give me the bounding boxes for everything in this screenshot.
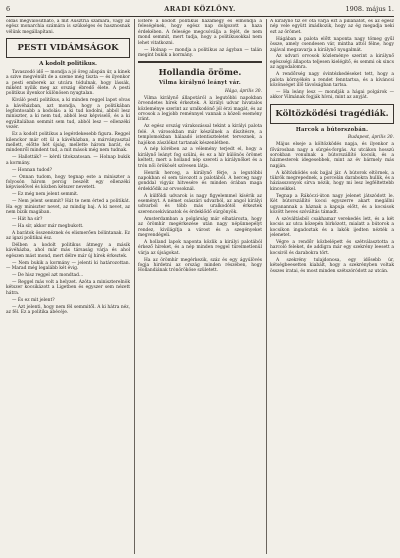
paragraph: — Nem jelent semmit? Hát te nem érted a politikát. Ha egy miniszter nevet, az mindig baj. A ki nevet, az nem bízik magában. (6, 199, 130, 215)
article-body (270, 142, 394, 274)
column-1 (6, 19, 130, 554)
paragraph: Tegnap a Rákóczi-úton nagy jelenet játszódott le. Két bútorszállító kocsi egyszerre akart megállni ugyanannak a háznak a kapuja előtt, és a kocsisok között heves szóváltás támadt. (270, 193, 394, 215)
col3-intro (270, 19, 394, 101)
paragraph: — Nem bukik a kormány — jelenti ki határozottan. — Marad még legalább két évig. (6, 260, 130, 272)
paragraph: Hágában a palota előtt naponta nagy tömeg gyűl össze, amely csendesen vár, mintha attól félne, hogy zajával megzavarja a királynő nyugalmát. (270, 36, 394, 53)
paragraph: Vilma királynő állapotáról a legutóbbi napokban örvendetes hírek érkeztek. A királyi udvar hivatalos közleménye szerint az uralkodónő jól érzi magát, és az orvosok a legjobb reménnyel vannak a közeli esemény iránt. (138, 95, 262, 123)
masthead (6, 4, 394, 17)
col2-intro (138, 19, 262, 58)
paragraph: Az udvari orvosok közleménye szerint a királynő egészségi állapota teljesen kielégítő, és semmi ok sincs az aggodalomra. (270, 54, 394, 71)
article-subhead: A kodolt politikus. (39, 61, 97, 68)
paragraph: A szekrény tulajdonosa, egy idősebb úr, kétségbeesetten kiabált, hogy a szekrényben voltak összes iratai, és most minden szétszóródott az utcán. (270, 257, 394, 274)
article-header (6, 38, 130, 58)
page-number: 6 (6, 5, 11, 13)
paragraph: Ha az örömhír megérkezik, száz és egy ágyúlövés fogja hirdetni az ország minden részében, hogy Hollandiának trónörököse született. (138, 257, 262, 274)
paragraph: Amsterdamban a polgárság már elhatározta, hogy az örömhír megérkezése után nagy népünnepélyt rendez, kivilágítja a várost és a szegényeket megvendégeli. (138, 216, 262, 238)
paragraph: A barátok összenéznek és elismerően bólintanak. Ez az igazi politikai ész. (6, 230, 130, 242)
newspaper-page (6, 4, 394, 554)
paragraph: A szóváltásból csakhamar verekedés lett, és a két kocsis az utca közepén birkózott, mialatt a bútorok a kocsikon ingadoztak és a lakók ijedten nézték a jelenetet. (270, 216, 394, 239)
column-rule (266, 19, 267, 554)
paragraph: Henrik herceg, a királynő férje, a legutóbbi napokban el sem távozott a palotából. A herceg nagy gonddal vigyáz hitvesére és minden órában maga érdeklődik az orvosoknál. (138, 170, 262, 192)
paragraph: A rendőrség nagy óvintézkedéseket tett, hogy a palota környékén a rendet fenntartsa, és a kíváncsi közönséget illő távolságban tartsa. (270, 72, 394, 88)
issue-date: 1908. május 1. (345, 5, 394, 13)
article-body (6, 70, 130, 316)
paragraph: Tavaszodó idő — mondja a jó öreg alispán úr, a kinek a szive megvénült de a szeme még tiszta — és ilyenkor a pesti emberek az utcára tódulnak, hogy lássák, miként nyílik meg az ország ébredő élete. A pesti politikus ilyenkor különösen nyugtalan. (6, 69, 130, 97)
paragraph: — De hisz reggel azt mondtad... (12, 273, 84, 279)
column-2 (138, 19, 262, 554)
paragraph: A királynő tíz év óta várja ezt a pillanatot, és az egész nép vele együtt imádkozik, hogy az ég megadja neki ezt az örömet. (270, 19, 394, 35)
paragraph: — Reggel más volt a helyzet. Azóta a miniszterelnök kétszer kocsikázott a Ligetben és egyszer sem nézett hátra. (6, 279, 130, 296)
dateline: Budapest, április 30. (347, 135, 394, 141)
article-header (270, 104, 394, 124)
article-headline: Hollandia öröme. (158, 68, 242, 79)
paragraph: Kiváló pesti politikus, a ki minden reggel lapot olvas a kávéházban, azt mondja, hogy a politikában legfontosabb a kodolás: a ki tud kodolni, abból lesz miniszter, a ki nem tud, abból lesz képviselő, és a ki egyáltalában semmit sem tud, abból lesz — ellenzéki vezér. (6, 98, 130, 131)
col1-intro (6, 19, 130, 35)
article-body (138, 96, 262, 274)
paragraph: Délben a kodolt politikus átmegy a másik kávéházba, ahol már más társaság várja és ahol egészen mást mond, mert délre már új hírek érkeztek. (6, 243, 130, 259)
paragraph: A költözködés sok bajjal jár. A bútorok eltörnek, a tükrök megrepednek, a porcelán darabokra hullik, és a háziasszonyok sírva nézik, hogy mi lesz legféltettebb kincseikkel. (270, 170, 394, 192)
paragraph: A holland lapok naponta közlik a királyi palotából érkező híreket, és a nép minden reggel türelmetlenül várja az újságokat. (138, 239, 262, 256)
article-subhead: Vilma királynő leányt vár. (158, 80, 242, 87)
paragraph: — És ez mit jelent? (12, 297, 55, 303)
paragraph: Az egész ország várakozással tekint a királyi palota felé. A városokban már készülnek a díszítésre, a templomokban hálaadó istentiszteletet terveznek, a hajókon zászlókat tartanak készenlétben. (138, 124, 262, 146)
column-rule (134, 19, 135, 554)
paragraph: — Hallották? — kérdi titokzatosan. — Holnap bukik a kormány. (6, 155, 130, 166)
article-subhead: Harcok a bútorszobán. (295, 126, 369, 133)
column-3 (270, 19, 394, 554)
paragraph: — Hát ha sír? (12, 216, 43, 222)
paragraph: Estére a kodolt politikus hazamegy és elmondja a feleségének, hogy egész nap dolgozott a haza érdekében. A felesége megcsóválja a fejét, de nem mond semmit, mert tudja, hogy a politikusokkal nem lehet vitatkozni. (138, 19, 262, 46)
paragraph: — Honnan tudod? (12, 167, 52, 173)
paragraph: oldás megvalósítható, a mit Ausztria számára, vagy az egész monarchia számára is szükséges és hasznosnak vélünk megállapítani. (6, 19, 130, 35)
paragraph: — Holnap — mondja a politikus az ágyban — talán megint bukik a kormány. (138, 47, 262, 58)
paragraph: — Ez még nem jelent semmit. (12, 192, 79, 198)
paragraph: — Onnan tudom, hogy tegnap este a miniszter a folyosón három percig beszélt egy ellenzéki képviselővel és közben kétszer nevetett. (6, 174, 130, 191)
paragraph: Ez a kodolt politikus a legérdekesebb figura. Reggel kilenckor már ott ül a kávéházban, a márványasztal mellett, előtte hét újság, mellette három barát, és mindenről mindent tud, a mit mások még nem tudnak. (6, 132, 130, 154)
paragraph: — Azt jelenti, hogy nem fél semmitől. A ki hátra néz, az fél. Ez a politika ábécéje. (6, 304, 130, 315)
newspaper-title: ARADI KÖZLÖNY. (164, 5, 236, 13)
paragraph: A külföldi udvarok is nagy figyelemmel kísérik az eseményt. A német császári udvarból, az angol királyi udvarból és több más uralkodótól érkeztek szerencsekívánatok és érdeklődő sürgönyök. (138, 193, 262, 215)
paragraph: — Ha sír, akkor már megbukott. (12, 223, 84, 229)
article-headline: Költözködési tragédiák. (275, 108, 389, 119)
section-divider (138, 61, 262, 65)
paragraph: Végre a rendőr közbelépett és szétválasztotta a harcoló feleket, de addigra már egy szekrény leesett a kocsiról és darabokra tört. (270, 240, 394, 256)
dateline: Hága, április 30. (224, 88, 262, 94)
paragraph: — Ha leány lesz — mondják a hágai polgárok — akkor Vilmának fogják hívni, mint az anyját. (270, 89, 394, 101)
paragraph: A nép körében az a vélemény terjedt el, hogy a királynő leányt fog szülni, és ez a hír különös örömet keltett, mert a holland nép szereti a királynőket és a trón női örökösét szívesen látja. (138, 147, 262, 169)
paragraph: Május elseje a költözködés napja, és ilyenkor a fővárosban nagy a sürgés-forgás. Az utcákon hosszú sorokban vonulnak a bútorszállító kocsik, és a házmesterek idegesebbek, mint az év bármely más napján. (270, 142, 394, 169)
article-headline: PESTI VIDÁMSÁGOK (17, 43, 119, 54)
